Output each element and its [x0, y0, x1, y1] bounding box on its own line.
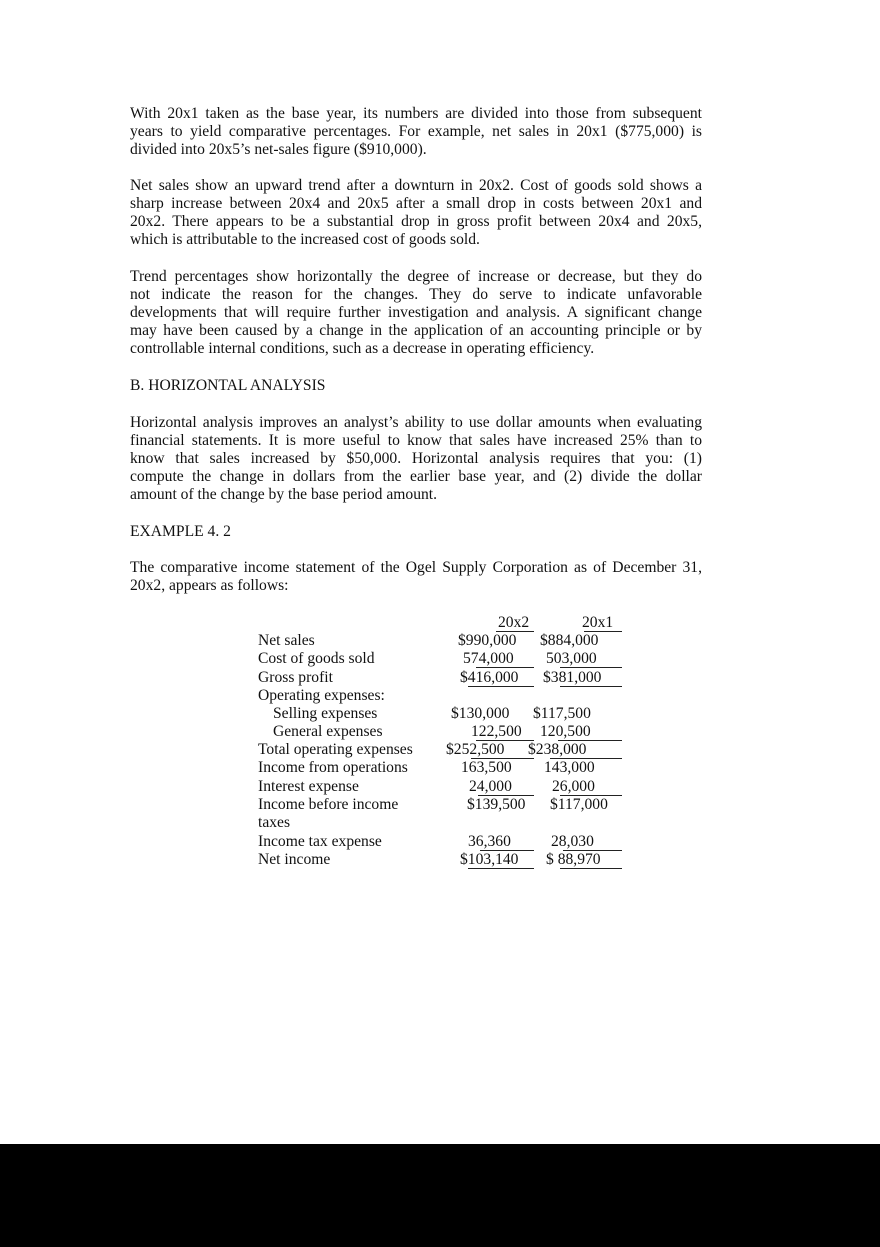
paragraph-trend-base-year: [130, 105, 702, 159]
value-20x1: $117,500: [533, 705, 591, 722]
value-20x1: $884,000: [540, 632, 599, 649]
table-row: [258, 741, 638, 759]
text-line: compute the change in dollars from the earlier base year, and (2) divide the dollar: [130, 468, 702, 486]
text-line: divided into 20x5’s net-sales figure ($910,000).: [130, 141, 427, 159]
value-20x2: 163,500: [461, 759, 512, 776]
example-heading: EXAMPLE 4. 2: [130, 523, 231, 540]
value-20x2: 24,000: [469, 778, 512, 795]
table-row: [258, 650, 638, 668]
underline: [468, 868, 534, 869]
row-label: General expenses: [273, 723, 383, 740]
text-line: amount of the change by the base period amount.: [130, 486, 438, 504]
value-20x1: 503,000: [546, 650, 597, 667]
paragraph-trend-observations: [130, 177, 702, 249]
text-line: Horizontal analysis improves an analyst’s ability to use dollar amounts when evaluating: [130, 414, 702, 431]
text-line: 20x2, appears as follows:: [130, 577, 289, 595]
text-line: With 20x1 taken as the base year, its numbers are divided into those from subsequent: [130, 105, 702, 122]
text-line: not indicate the reason for the changes. They do serve to indicate unfavorable: [130, 286, 702, 304]
row-label: Income tax expense: [258, 833, 382, 850]
value-20x2: $990,000: [458, 632, 517, 649]
row-label: Net sales: [258, 632, 315, 649]
row-label: Selling expenses: [273, 705, 378, 722]
row-label: Interest expense: [258, 778, 359, 795]
table-row: [258, 851, 638, 869]
value-20x1: $381,000: [543, 669, 602, 686]
table-row: [258, 705, 638, 723]
value-20x2: 36,360: [468, 833, 511, 850]
text-line: which is attributable to the increased cost of goods sold.: [130, 231, 480, 249]
text-line: Trend percentages show horizontally the degree of increase or decrease, but they do: [130, 268, 702, 285]
row-label: Operating expenses:: [258, 687, 385, 704]
table-row: [258, 669, 638, 687]
text-line: know that sales increased by $50,000. Horizontal analysis requires that you: (1): [130, 450, 702, 468]
value-20x1: 26,000: [552, 778, 595, 795]
table-row: [258, 796, 638, 832]
row-label: Gross profit: [258, 669, 333, 686]
column-header-20x2: 20x2: [498, 614, 530, 631]
table-row: [258, 759, 638, 777]
value-20x1: $ 88,970: [546, 851, 601, 868]
table-row: [258, 833, 638, 851]
value-20x1: 28,030: [551, 833, 594, 850]
value-20x2: $130,000: [451, 705, 510, 722]
value-20x2: $103,140: [460, 851, 519, 868]
row-label: Income from operations: [258, 759, 408, 776]
table-row: [258, 687, 638, 705]
row-label: Cost of goods sold: [258, 650, 375, 667]
text-line: may have been caused by a change in the application of an accounting principle or by: [130, 322, 702, 340]
paragraph-horizontal-analysis-intro: [130, 414, 702, 504]
value-20x2: $252,500: [446, 741, 505, 758]
text-line: years to yield comparative percentages. For example, net sales in 20x1 ($775,000) is: [130, 123, 702, 141]
bottom-black-bar: [0, 1144, 880, 1247]
table-row: [258, 778, 638, 796]
table-header-row: [258, 614, 638, 632]
text-line: The comparative income statement of the Ogel Supply Corporation as of December 31,: [130, 559, 702, 576]
value-20x2: 574,000: [463, 650, 514, 667]
row-label: Income before income: [258, 796, 399, 813]
text-line: sharp increase between 20x4 and 20x5 after a small drop in costs between 20x1 and: [130, 195, 702, 213]
text-line: Net sales show an upward trend after a downturn in 20x2. Cost of goods sold shows a: [130, 177, 702, 194]
value-20x2: $416,000: [460, 669, 519, 686]
value-20x1: 143,000: [544, 759, 595, 776]
row-label-continuation: taxes: [258, 814, 291, 831]
paragraph-example-intro: [130, 559, 702, 595]
column-header-20x1: 20x1: [582, 614, 614, 631]
underline: [560, 868, 622, 869]
value-20x2: 122,500: [471, 723, 522, 740]
text-line: financial statements. It is more useful to know that sales have increased 25% than to: [130, 432, 702, 450]
value-20x1: 120,500: [540, 723, 591, 740]
section-heading-horizontal-analysis: B. HORIZONTAL ANALYSIS: [130, 377, 326, 394]
row-label: Net income: [258, 851, 331, 868]
table-row: [258, 723, 638, 741]
text-line: controllable internal conditions, such as a decrease in operating efficiency.: [130, 340, 595, 358]
value-20x2: $139,500: [467, 796, 526, 813]
paragraph-trend-limitations: [130, 268, 702, 358]
value-20x1: $238,000: [528, 741, 587, 758]
value-20x1: $117,000: [550, 796, 608, 813]
row-label: Total operating expenses: [258, 741, 413, 758]
text-line: 20x2. There appears to be a substantial drop in gross profit between 20x4 and 20x5,: [130, 213, 702, 231]
text-line: developments that will require further investigation and analysis. A significant change: [130, 304, 702, 322]
table-row: [258, 632, 638, 650]
